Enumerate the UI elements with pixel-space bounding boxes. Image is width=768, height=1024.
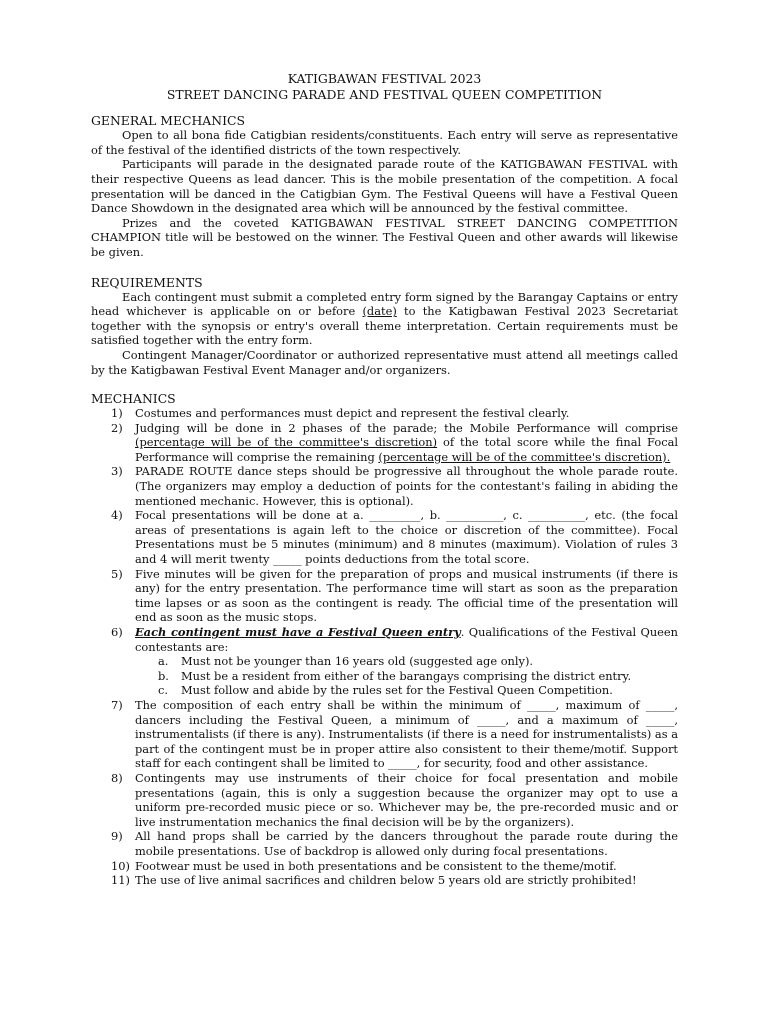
item-text: Five minutes will be given for the preparation of props and musical instruments (if there is any) for the entry presentation. The performance time will start as soon as the preparation time lapses or as soon as the contingent is ready. The official time of the presentation will end as soon as the music stops. — [135, 566, 678, 625]
item-text: . Qualifications of the Festival Queen contestants are: — [135, 625, 678, 654]
qualification-item — [135, 683, 678, 698]
sub-text: Must be a resident from either of the barangays comprising the district entry. — [181, 668, 632, 683]
requirements-paragraph-2: Contingent Manager/Coordinator or authorized representative must attend all meetings called by the Katigbawan Festival Event Manager and/or organizers. — [91, 347, 678, 377]
requirements-text-b: to the Katigbawan Festival 2023 Secretariat together with the synopsis or entry's overall theme interpretation. Certain requirements must be satisfied together with the entry form. — [91, 304, 678, 348]
item-number: 1) — [111, 406, 123, 421]
item-text: The composition of each entry shall be within the minimum of _____, maximum of _____, dancers including the Festival Queen, a minimum of _____, and a maximum of _____, instrumentalists (if there is any). Instrumentalists (if there is a need for instrumentalists) as a part of the contingent must be in proper attire also consistent to their theme/motif. Support staff for each contingent shall be limited to _____, for security, food and other assistance. — [135, 697, 678, 771]
item-number: 10) — [111, 858, 130, 873]
mechanics-item-2 — [91, 421, 678, 465]
mechanics-item-4 — [91, 508, 678, 566]
document-subtitle: STREET DANCING PARADE AND FESTIVAL QUEEN COMPETITION — [166, 86, 603, 102]
mechanics-item-1 — [91, 406, 678, 421]
item-text: Contingents may use instruments of their choice for focal presentation and mobile presentations (again, this is only a suggestion because the organizer may opt to use a uniform pre-recorded music piece or so. Whichever may be, the pre-recorded music and or live instrumentation mechanics the final decision will be by the organizers). — [135, 770, 678, 829]
item-text: All hand props shall be carried by the dancers throughout the parade route during the mobile presentations. Use of backdrop is allowed only during focal presentations. — [135, 829, 678, 858]
mechanics-item-3 — [91, 464, 678, 508]
requirements-heading: REQUIREMENTS — [91, 274, 203, 290]
requirements-text-a: Each contingent must submit a completed entry form signed by the Barangay Captains or entry head whichever is applicable on or before — [91, 289, 678, 319]
document-title: KATIGBAWAN FESTIVAL 2023 — [287, 71, 482, 86]
item-text: of the total score while the final Focal Performance will comprise the remaining — [135, 435, 679, 464]
item-number: 2) — [111, 420, 123, 435]
item-text: Footwear must be used in both presentations and be consistent to the theme/motif. — [135, 858, 617, 873]
mechanics-heading: MECHANICS — [91, 391, 176, 407]
item-text: PARADE ROUTE dance steps should be progressive all throughout the whole parade route. (The organizers may employ a deduction of points for the contestant's failing in abiding the mentioned mechanic. However, this is optional). — [135, 464, 678, 508]
general-mechanics-heading: GENERAL MECHANICS — [91, 113, 245, 129]
queen-qualifications-list — [135, 654, 678, 698]
mechanics-item-7 — [91, 698, 678, 771]
item-number: 6) — [111, 625, 123, 639]
sub-mark: b. — [158, 668, 169, 683]
requirements-date-blank: (date) — [362, 304, 397, 319]
item-number: 5) — [111, 566, 123, 581]
sub-mark: c. — [158, 683, 169, 698]
requirements-paragraph-1 — [91, 290, 678, 348]
mechanics-item-6 — [91, 625, 678, 698]
qualification-item — [135, 669, 678, 684]
qualification-item — [135, 654, 678, 669]
underlined-text: (percentage will be of the committee's discretion) — [135, 435, 438, 450]
sub-mark: a. — [158, 654, 169, 669]
emphasized-text: Each contingent must have a Festival Queen entry — [135, 625, 461, 639]
item-number: 4) — [111, 508, 123, 523]
mechanics-item-8 — [91, 771, 678, 829]
sub-text: Must follow and abide by the rules set for the Festival Queen Competition. — [181, 683, 613, 698]
item-number: 8) — [111, 770, 123, 785]
general-paragraph-3: Prizes and the coveted KATIGBAWAN FESTIVAL STREET DANCING COMPETITION CHAMPION title will be bestowed on the winner. The Festival Queen and other awards will likewise be given. — [91, 215, 678, 259]
mechanics-item-5 — [91, 567, 678, 625]
item-number: 9) — [111, 829, 123, 844]
item-number: 11) — [111, 873, 130, 888]
item-text: Judging will be done in 2 phases of the parade; the Mobile Performance will comprise — [135, 420, 678, 435]
item-text: Costumes and performances must depict and represent the festival clearly. — [135, 406, 570, 421]
mechanics-item-9 — [91, 829, 678, 858]
item-text: Focal presentations will be done at a. _________, b. __________, c. __________, etc. (the focal areas of presentations is again left to the choice or discretion of the committee). Focal Presentations must be 5 minutes (minimum) and 8 minutes (maximum). Violation of rules 3 and 4 will merit twenty _____ points deductions from the total score. — [135, 508, 678, 567]
general-paragraph-1: Open to all bona fide Catigbian residents/constituents. Each entry will serve as representative of the festival of the identified districts of the town respectively. — [91, 128, 678, 157]
mechanics-item-11 — [91, 873, 678, 888]
sub-text: Must not be younger than 16 years old (suggested age only). — [181, 654, 534, 669]
item-number: 7) — [111, 697, 123, 712]
mechanics-item-10 — [91, 859, 678, 874]
mechanics-list — [91, 406, 678, 888]
underlined-text: (percentage will be of the committee's discretion). — [378, 449, 671, 464]
item-number: 3) — [111, 464, 123, 479]
document-body — [91, 71, 678, 888]
general-paragraph-2: Participants will parade in the designated parade route of the KATIGBAWAN FESTIVAL with their respective Queens as lead dancer. This is the mobile presentation of the competition. A focal presentation will be danced in the Catigbian Gym. The Festival Queens will have a Festival Queen Dance Showdown in the designated area which will be announced by the festival committee. — [91, 157, 678, 216]
item-text: The use of live animal sacrifices and children below 5 years old are strictly prohibited! — [135, 873, 637, 888]
